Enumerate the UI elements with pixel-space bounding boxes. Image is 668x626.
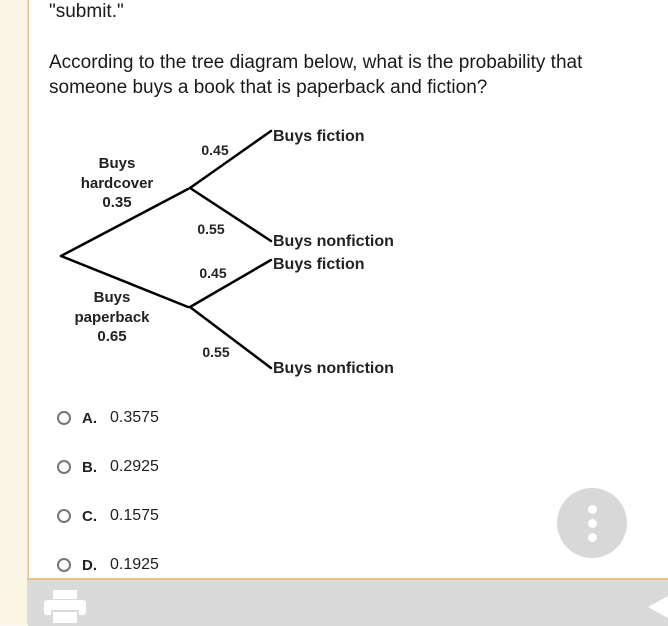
question-card	[28, 0, 668, 578]
option-letter: D.	[82, 556, 97, 574]
option-value: 0.1575	[110, 507, 159, 524]
paperback-nonfiction-probability: 0.55	[202, 344, 230, 360]
paperback-label-line2: paperback	[74, 309, 150, 326]
paperback-nonfiction-outcome: Buys nonfiction	[273, 360, 394, 377]
more-vertical-icon[interactable]	[557, 488, 627, 558]
option-d[interactable]	[57, 554, 159, 576]
left-margin	[0, 0, 28, 624]
radio-button[interactable]	[57, 509, 71, 523]
option-value: 0.2925	[110, 458, 159, 475]
option-value: 0.1925	[110, 556, 159, 573]
hardcover-fiction-outcome: Buys fiction	[273, 128, 365, 145]
option-value: 0.3575	[110, 409, 159, 426]
branch-hardcover-fiction	[190, 131, 271, 188]
radio-button[interactable]	[57, 411, 71, 425]
hardcover-fiction-probability: 0.45	[201, 142, 229, 158]
paperback-fiction-outcome: Buys fiction	[273, 256, 365, 273]
hardcover-nonfiction-probability: 0.55	[197, 221, 225, 237]
menu-dot	[588, 519, 597, 528]
back-arrow-icon[interactable]	[648, 596, 668, 618]
hardcover-probability: 0.35	[102, 194, 132, 211]
hardcover-label-line2: hardcover	[80, 175, 154, 192]
option-b[interactable]	[57, 456, 159, 478]
hardcover-label-line1: Buys	[98, 155, 136, 172]
printer-icon[interactable]	[44, 590, 86, 624]
radio-button[interactable]	[57, 558, 71, 572]
paperback-fiction-probability: 0.45	[199, 265, 227, 281]
menu-dot	[588, 533, 597, 542]
paperback-label-line1: Buys	[93, 289, 131, 306]
menu-dot	[588, 505, 597, 514]
paperback-probability: 0.65	[97, 328, 127, 345]
option-letter: C.	[82, 507, 97, 525]
tree-diagram	[29, 0, 668, 400]
option-letter: A.	[82, 409, 97, 427]
question-text: According to the tree diagram below, what is the probability that someone buys a book that is paperback and fiction?	[49, 52, 583, 98]
previous-question-text: "submit."	[49, 1, 124, 22]
bottom-toolbar	[28, 578, 668, 626]
hardcover-nonfiction-outcome: Buys nonfiction	[273, 233, 394, 250]
option-a[interactable]	[57, 407, 159, 429]
radio-button[interactable]	[57, 460, 71, 474]
option-c[interactable]	[57, 505, 159, 527]
option-letter: B.	[82, 458, 97, 476]
